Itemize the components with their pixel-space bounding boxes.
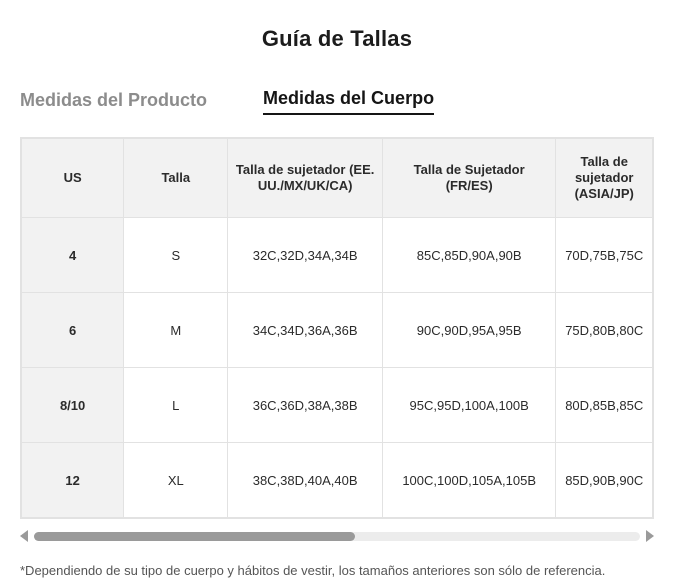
triangle-left-icon[interactable]	[20, 530, 28, 542]
scrollbar-track[interactable]	[34, 532, 640, 541]
cell-us: 12	[22, 443, 124, 518]
cell-talla: XL	[124, 443, 228, 518]
cell-bra-fr: 90C,90D,95A,95B	[382, 293, 556, 368]
cell-us: 6	[22, 293, 124, 368]
triangle-right-icon[interactable]	[646, 530, 654, 542]
page-title: Guía de Tallas	[261, 26, 413, 51]
tab-bar	[0, 88, 674, 115]
cell-talla: M	[124, 293, 228, 368]
cell-bra-us: 36C,36D,38A,38B	[228, 368, 383, 443]
table-header-row	[22, 139, 653, 218]
cell-bra-asia: 85D,90B,90C	[556, 443, 653, 518]
cell-bra-us: 34C,34D,36A,36B	[228, 293, 383, 368]
size-table-container	[20, 137, 654, 519]
table-header	[22, 139, 653, 218]
table-row	[22, 293, 653, 368]
footnote-text: *Dependiendo de su tipo de cuerpo y hábitos de vestir, los tamaños anteriores son sólo de referencia.	[20, 563, 606, 578]
cell-bra-us: 38C,38D,40A,40B	[228, 443, 383, 518]
column-header-bra-asia: Talla de sujetador (ASIA/JP)	[556, 139, 653, 218]
cell-bra-us: 32C,32D,34A,34B	[228, 218, 383, 293]
size-table	[21, 138, 653, 518]
column-header-us: US	[22, 139, 124, 218]
cell-bra-asia: 70D,75B,75C	[556, 218, 653, 293]
cell-talla: L	[124, 368, 228, 443]
horizontal-scrollbar[interactable]	[20, 529, 654, 543]
cell-bra-fr: 85C,85D,90A,90B	[382, 218, 556, 293]
scrollbar-thumb[interactable]	[34, 532, 355, 541]
table-row	[22, 443, 653, 518]
tab-product-measurements[interactable]: Medidas del Producto	[20, 90, 208, 110]
size-guide-panel	[0, 26, 674, 578]
cell-bra-fr: 100C,100D,105A,105B	[382, 443, 556, 518]
cell-talla: S	[124, 218, 228, 293]
cell-us: 4	[22, 218, 124, 293]
cell-us: 8/10	[22, 368, 124, 443]
cell-bra-asia: 75D,80B,80C	[556, 293, 653, 368]
table-body	[22, 218, 653, 518]
table-row	[22, 368, 653, 443]
column-header-bra-us: Talla de sujetador (EE. UU./MX/UK/CA)	[228, 139, 383, 218]
tab-body-measurements[interactable]: Medidas del Cuerpo	[263, 88, 434, 115]
column-header-bra-fr: Talla de Sujetador (FR/ES)	[382, 139, 556, 218]
cell-bra-fr: 95C,95D,100A,100B	[382, 368, 556, 443]
cell-bra-asia: 80D,85B,85C	[556, 368, 653, 443]
table-row	[22, 218, 653, 293]
column-header-talla: Talla	[124, 139, 228, 218]
